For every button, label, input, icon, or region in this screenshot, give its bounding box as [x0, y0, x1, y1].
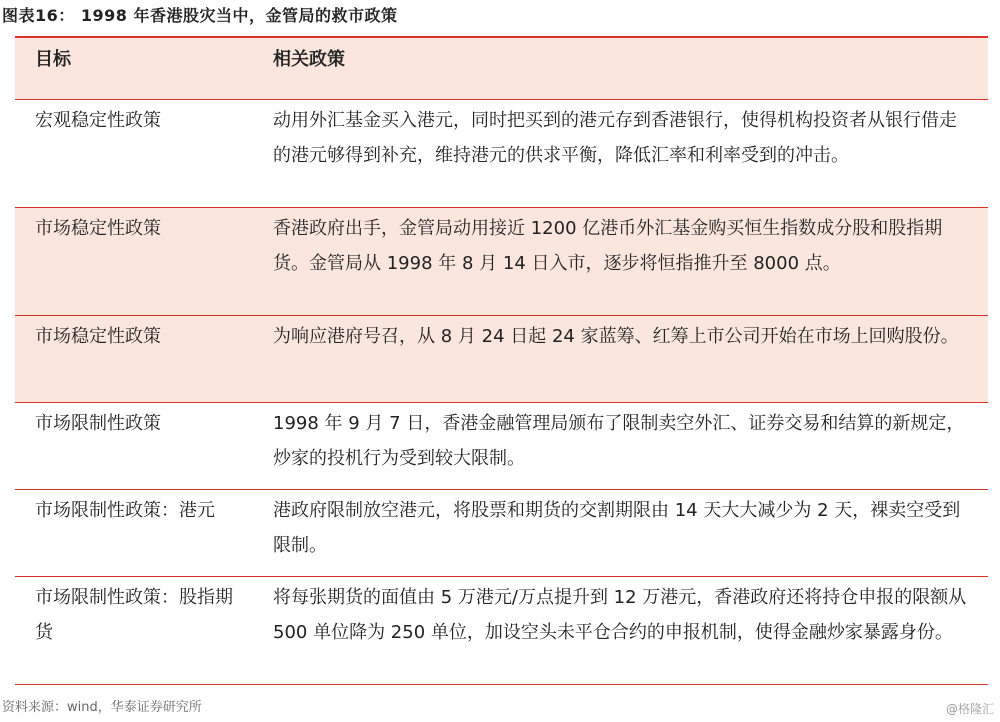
row-policy: 1998 年 9 月 7 日，香港金融管理局颁布了限制卖空外汇、证券交易和结算的新规定，炒家的投机行为受到较大限制。 [273, 413, 965, 469]
row-target: 市场稳定性政策 [35, 218, 161, 239]
table-row [15, 100, 988, 208]
row-target: 市场限制性政策：港元 [35, 500, 215, 521]
row-target: 市场限制性政策 [35, 413, 161, 434]
table-header-row [15, 38, 988, 100]
table-row [15, 490, 988, 577]
source-note: 资料来源：wind，华泰证券研究所 [2, 700, 202, 715]
table-title: 图表16： 1998 年香港股灾当中，金管局的救市政策 [2, 6, 398, 25]
table-row [15, 316, 988, 403]
table-row [15, 208, 988, 316]
header-target: 目标 [35, 49, 71, 70]
row-policy: 香港政府出手，金管局动用接近 1200 亿港币外汇基金购买恒生指数成分股和股指期货。金管局从 1998 年 8 月 14 日入市，逐步将恒指推升至 8000 点。 [273, 218, 943, 274]
row-policy: 动用外汇基金买入港元，同时把买到的港元存到香港银行，使得机构投资者从银行借走的港元够得到补充，维持港元的供求平衡，降低汇率和利率受到的冲击。 [273, 110, 957, 166]
row-policy: 为响应港府号召，从 8 月 24 日起 24 家蓝筹、红筹上市公司开始在市场上回购股份。 [273, 326, 959, 347]
row-target: 市场限制性政策：股指期货 [35, 587, 233, 643]
row-policy: 将每张期货的面值由 5 万港元/万点提升到 12 万港元，香港政府还将持仓申报的限额从 500 单位降为 250 单位，加设空头未平仓合约的申报机制，使得金融炒家暴露身份。 [273, 587, 967, 643]
table-row [15, 403, 988, 490]
row-target: 市场稳定性政策 [35, 326, 161, 347]
header-policy: 相关政策 [273, 49, 345, 70]
row-policy: 港政府限制放空港元，将股票和期货的交割期限由 14 天大大减少为 2 天，裸卖空受到限制。 [273, 500, 961, 556]
table-row [15, 577, 988, 685]
policy-table [15, 36, 988, 685]
row-target: 宏观稳定性政策 [35, 110, 161, 131]
watermark: @格隆汇 [945, 702, 994, 716]
